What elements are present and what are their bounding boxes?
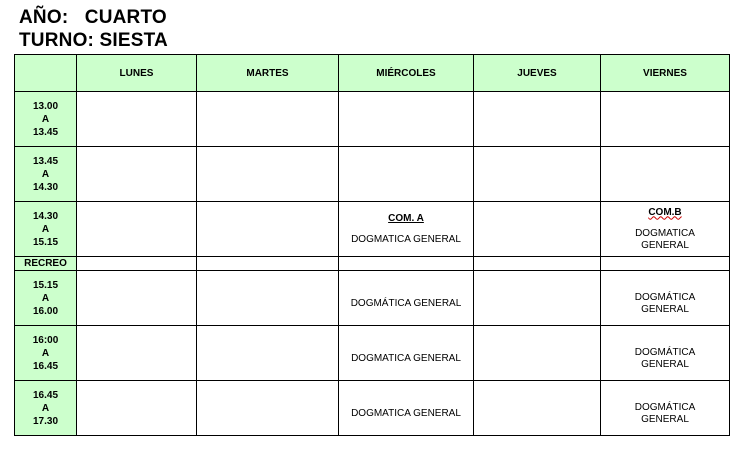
slot-end: 13.45 [32,126,59,138]
subject-label: DOGMÁTICA [634,347,696,358]
recreo-label: RECREO [15,257,77,271]
day-header-martes: MARTES [197,55,339,92]
schedule-cell [197,257,339,271]
corner-cell [15,55,77,92]
slot-end: 14.30 [32,181,59,193]
slot-start: 16.45 [32,389,59,401]
schedule-cell-miercoles [339,381,474,436]
time-slot-3 [15,202,77,257]
slot-sep: A [41,223,50,235]
schedule-cell [77,147,197,202]
schedule-cell [197,202,339,257]
subject-label: GENERAL [641,359,689,370]
time-slot-2 [15,147,77,202]
schedule-cell-miercoles [339,326,474,381]
schedule-cell [197,92,339,147]
schedule-cell-viernes-com-b [601,202,730,257]
subject-label: DOGMATICA [635,227,695,239]
schedule-cell [339,147,474,202]
schedule-cell [77,202,197,257]
slot-start: 16:00 [32,334,59,346]
slot-sep: A [41,402,50,414]
subject-label: GENERAL [641,414,689,425]
schedule-cell [474,381,601,436]
schedule-header [19,6,168,52]
schedule-table [14,54,730,436]
slot-start: 13.00 [32,100,59,112]
table-row [15,147,730,202]
time-slot-1 [15,92,77,147]
subject-label: DOGMATICA GENERAL [351,233,461,245]
slot-sep: A [41,168,50,180]
slot-end: 15.15 [32,236,59,248]
slot-start: 15.15 [32,279,59,291]
schedule-cell [339,257,474,271]
schedule-cell [339,92,474,147]
shift-title: TURNO: SIESTA [19,30,168,51]
commission-b-label: COM.B [648,206,682,218]
schedule-cell [601,257,730,271]
day-header-row [15,55,730,92]
commission-a-label: COM. A [388,212,424,224]
table-row [15,202,730,257]
slot-start: 14.30 [32,210,59,222]
day-header-lunes: LUNES [77,55,197,92]
table-row [15,271,730,326]
slot-end: 17.30 [32,415,59,427]
slot-start: 13.45 [32,155,59,167]
time-slot-4 [15,271,77,326]
schedule-cell-miercoles [339,271,474,326]
subject-label: DOGMÁTICA [634,402,696,413]
slot-sep: A [41,113,50,125]
schedule-cell [197,147,339,202]
schedule-cell-viernes [601,381,730,436]
subject-label: DOGMÁTICA [634,292,696,303]
schedule-cell [601,92,730,147]
schedule-cell-viernes [601,271,730,326]
schedule-cell [197,271,339,326]
schedule-cell [197,326,339,381]
table-row [15,92,730,147]
subject-label: GENERAL [641,239,689,251]
schedule-cell [474,92,601,147]
schedule-cell [474,271,601,326]
schedule-cell [77,326,197,381]
slot-sep: A [41,347,50,359]
schedule-cell [77,381,197,436]
subject-label: GENERAL [641,304,689,315]
schedule-cell [474,202,601,257]
day-header-jueves: JUEVES [474,55,601,92]
schedule-cell [474,257,601,271]
subject-label: DOGMATICA GENERAL [351,353,461,364]
slot-end: 16.45 [32,360,59,372]
year-title: AÑO: CUARTO [19,7,167,28]
subject-label: DOGMÁTICA GENERAL [350,298,462,309]
day-header-viernes: VIERNES [601,55,730,92]
schedule-cell-viernes [601,326,730,381]
schedule-cell [77,92,197,147]
schedule-cell [197,381,339,436]
schedule-cell [77,271,197,326]
schedule-cell [77,257,197,271]
schedule-cell [601,147,730,202]
table-row [15,326,730,381]
schedule-cell [474,326,601,381]
time-slot-5 [15,326,77,381]
slot-end: 16.00 [32,305,59,317]
table-row [15,381,730,436]
time-slot-6 [15,381,77,436]
subject-label: DOGMATICA GENERAL [351,408,461,419]
recreo-row [15,257,730,271]
slot-sep: A [41,292,50,304]
schedule-cell [474,147,601,202]
schedule-cell-miercoles-com-a [339,202,474,257]
day-header-miercoles: MIÉRCOLES [339,55,474,92]
